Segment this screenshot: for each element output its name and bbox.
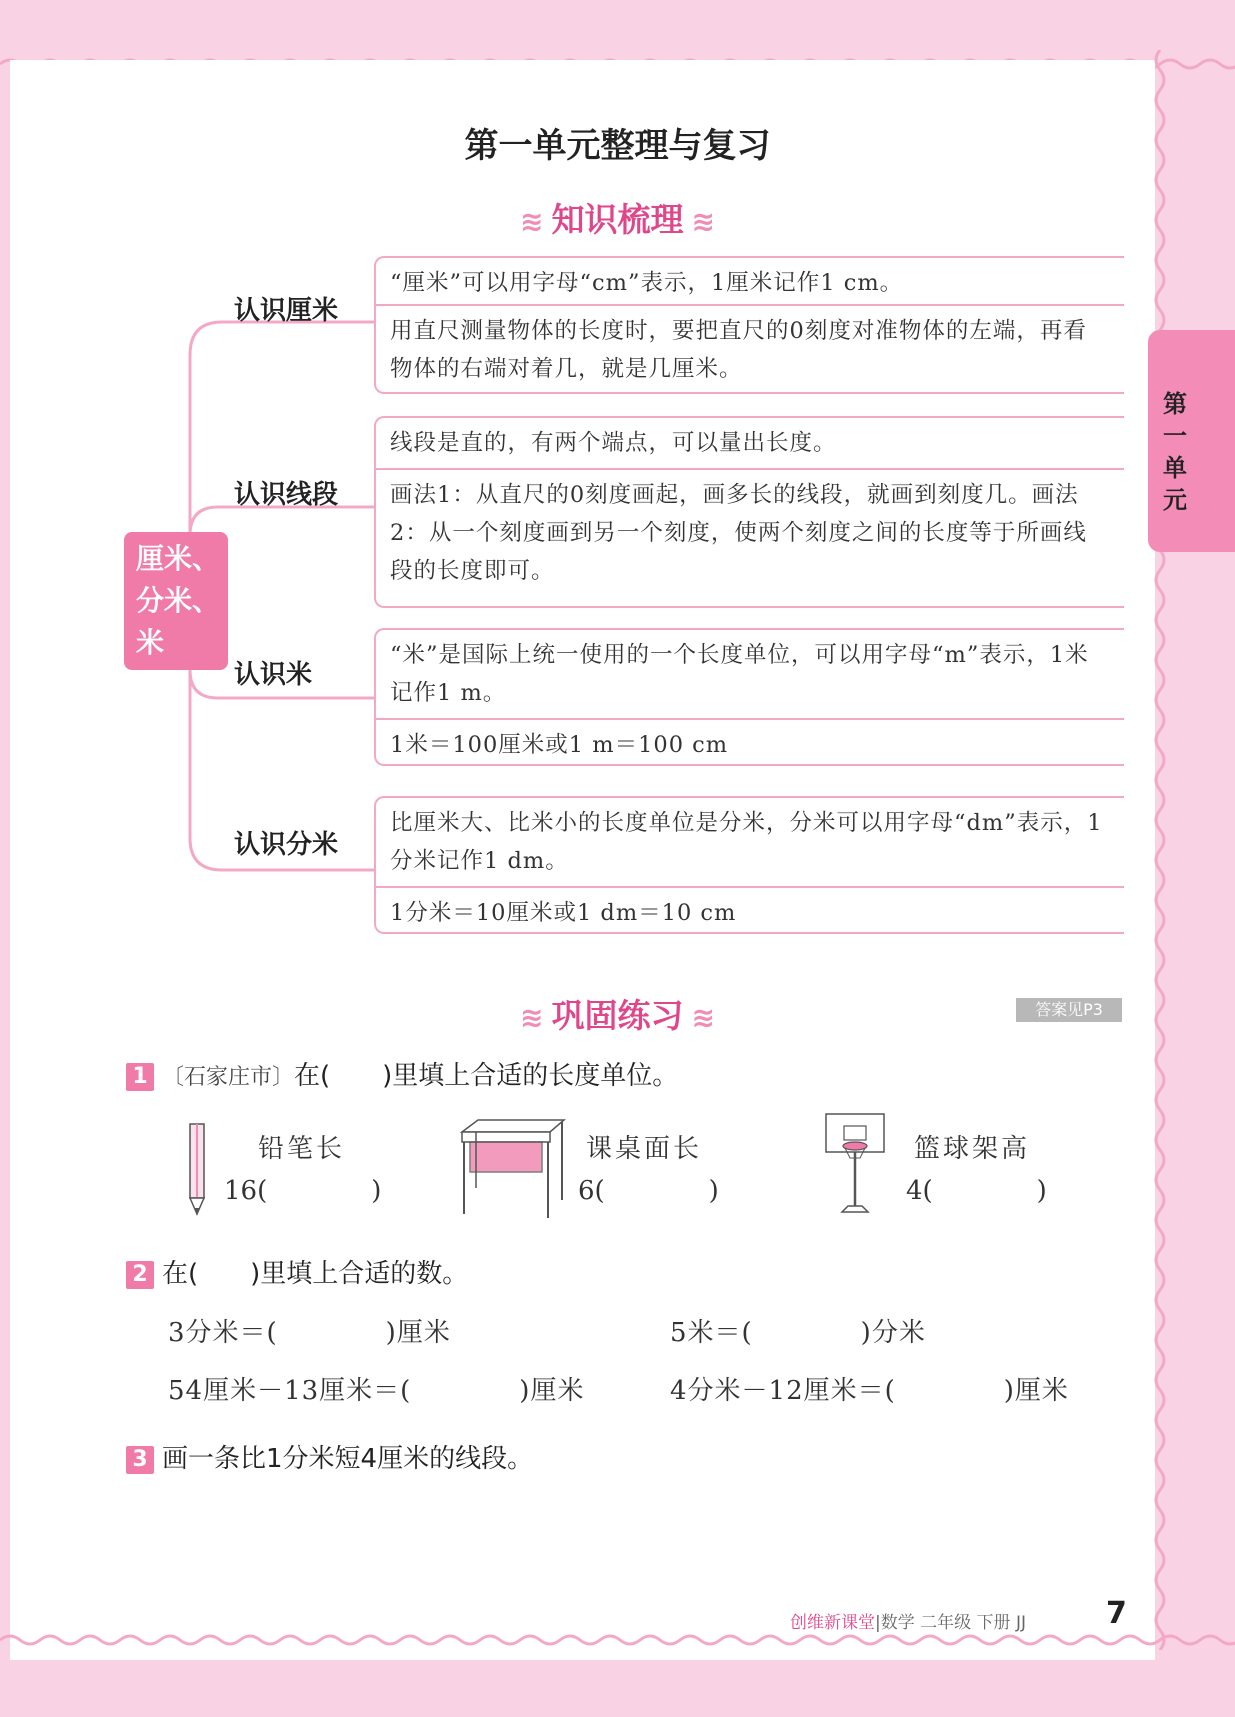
knowledge-cell: “厘米”可以用字母“cm”表示，1厘米记作1 cm。 <box>390 270 904 296</box>
question-text: 在( )里填上合适的数。 <box>162 1259 469 1289</box>
section-title-text: 巩固练习 <box>551 996 684 1035</box>
footer-book-info: |数学 二年级 下册 JJ <box>875 1613 1026 1633</box>
equation-blank[interactable]: 5米＝( )分米 <box>670 1318 926 1348</box>
footer-info <box>790 1608 1026 1633</box>
page-number: 7 <box>1106 1596 1127 1631</box>
item-label: 铅笔长 <box>258 1134 346 1164</box>
mindmap-root <box>124 532 228 670</box>
knowledge-cell: 用直尺测量物体的长度时，要把直尺的0刻度对准物体的左端，再看物体的右端对着几，就是几厘米。 <box>376 304 1124 392</box>
page-title: 第一单元整理与复习 <box>464 126 771 166</box>
equation-blank[interactable]: 54厘米－13厘米＝( )厘米 <box>168 1376 585 1406</box>
equation-blank[interactable]: 4分米－12厘米＝( )厘米 <box>670 1376 1069 1406</box>
knowledge-cell: 比厘米大、比米小的长度单位是分米，分米可以用字母“dm”表示，1分米记作1 dm。 <box>390 810 1103 874</box>
question-number: 3 <box>126 1446 154 1474</box>
root-line: 厘米、 <box>136 542 221 575</box>
knowledge-cell: 画法1：从直尺的0刻度画起，画多长的线段，就画到刻度几。画法2：从一个刻度画到另一个刻度，使两个刻度之间的长度等于所画线段的长度即可。 <box>376 468 1124 606</box>
footer-brand: 创维新课堂 <box>790 1613 875 1633</box>
question-2 <box>126 1253 468 1290</box>
knowledge-box-dm <box>374 796 1124 934</box>
pencil-icon <box>182 1118 212 1218</box>
knowledge-cell: 1米＝100厘米或1 m＝100 cm <box>376 718 1124 764</box>
tab-char: 一 <box>1163 422 1187 450</box>
question-3 <box>126 1438 533 1475</box>
answer-blank[interactable]: 6( ) <box>578 1176 719 1206</box>
equation-blank[interactable]: 3分米＝( )厘米 <box>168 1318 451 1348</box>
wave-deco-icon: ≋ <box>520 205 544 238</box>
desk-icon <box>456 1118 568 1220</box>
wave-deco-icon: ≋ <box>520 1001 544 1034</box>
tab-char: 单 <box>1163 454 1187 482</box>
tab-char: 元 <box>1163 486 1187 514</box>
question-number: 2 <box>126 1261 154 1289</box>
basketball-hoop-icon <box>820 1112 890 1216</box>
section-title-text: 知识梳理 <box>551 200 684 239</box>
question-text: 在( )里填上合适的长度单位。 <box>294 1061 679 1091</box>
branch-label-dm: 认识分米 <box>234 830 339 860</box>
knowledge-cell: “米”是国际上统一使用的一个长度单位，可以用字母“m”表示，1米记作1 m。 <box>390 642 1089 706</box>
knowledge-cell: 线段是直的，有两个端点，可以量出长度。 <box>390 430 837 456</box>
branch-label-segment: 认识线段 <box>234 480 339 510</box>
knowledge-box-segment <box>374 416 1124 608</box>
answer-blank[interactable]: 16( ) <box>224 1176 382 1206</box>
question-number: 1 <box>126 1063 154 1091</box>
root-line: 米 <box>136 626 165 659</box>
answer-blank[interactable]: 4( ) <box>906 1176 1047 1206</box>
root-line: 分米、 <box>136 584 221 617</box>
branch-label-cm: 认识厘米 <box>234 296 339 326</box>
item-label: 课桌面长 <box>586 1134 703 1164</box>
item-label: 篮球架高 <box>914 1134 1031 1164</box>
unit-side-tab-label <box>1160 388 1190 516</box>
answer-reference-tag: 答案见P3 <box>1016 998 1122 1022</box>
wave-deco-icon: ≋ <box>691 1001 715 1034</box>
question-1 <box>126 1055 678 1092</box>
question-text: 画一条比1分米短4厘米的线段。 <box>162 1444 534 1474</box>
knowledge-box-m <box>374 628 1124 766</box>
question-source: 〔石家庄市〕 <box>162 1065 295 1090</box>
wave-deco-icon: ≋ <box>691 205 715 238</box>
tab-char: 第 <box>1163 390 1187 418</box>
knowledge-box-cm <box>374 256 1124 394</box>
knowledge-cell: 1分米＝10厘米或1 dm＝10 cm <box>376 886 1124 932</box>
branch-label-m: 认识米 <box>234 660 313 690</box>
